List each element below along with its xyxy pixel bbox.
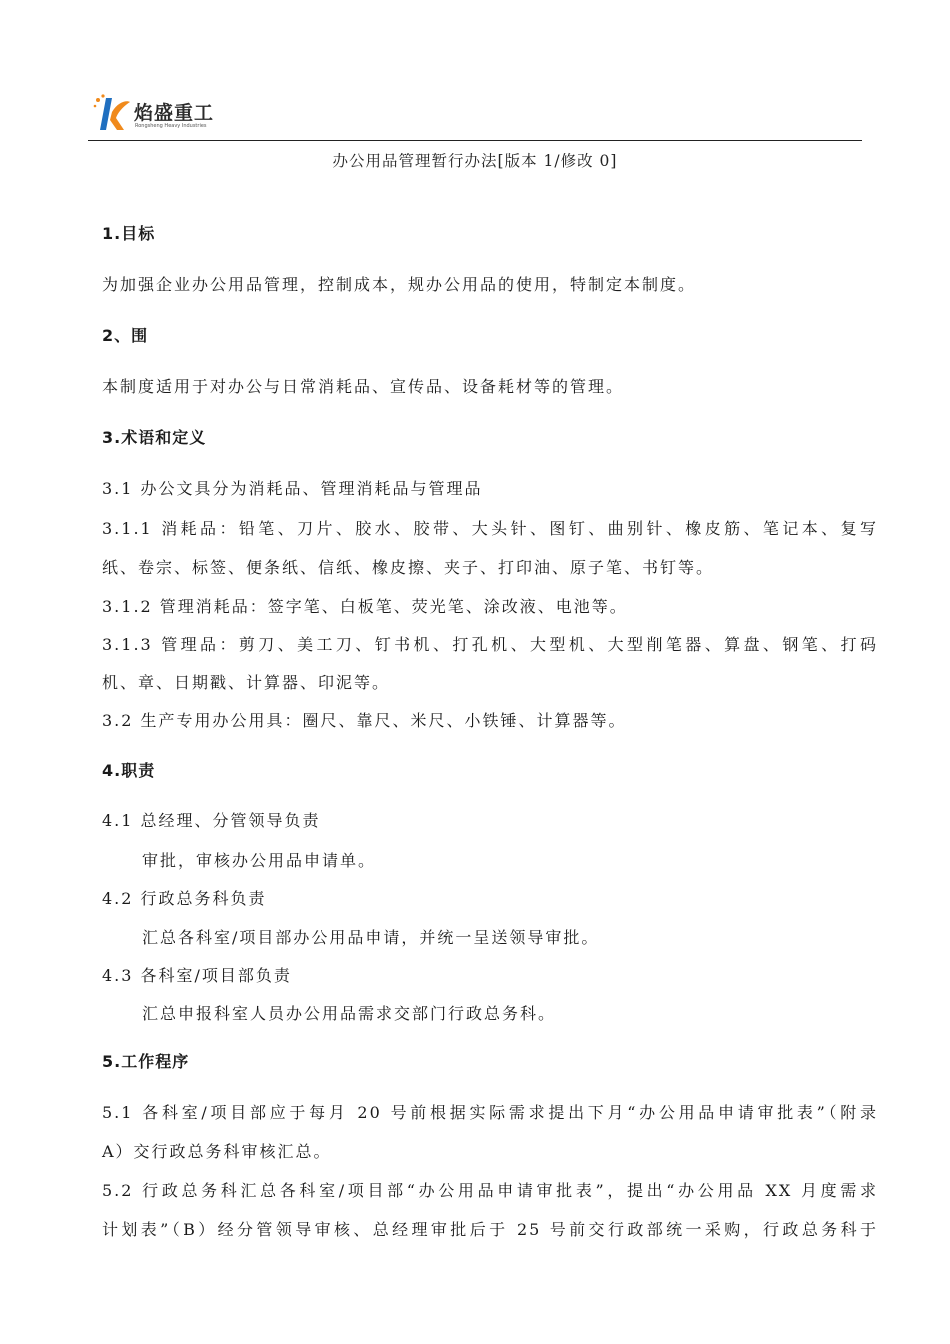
section-3-1-1-line-2: 纸、卷宗、标签、便条纸、信纸、橡皮擦、夹子、打印油、原子笔、书钉等。 <box>102 558 715 577</box>
section-3-2: 3.2 生产专用办公用具：圈尺、靠尺、米尺、小铁锤、计算器等。 <box>102 711 627 730</box>
section-5-1-line-2: A）交行政总务科审核汇总。 <box>102 1142 332 1161</box>
section-5-2-line-1: 5.2 行政总务科汇总各科室/项目部“办公用品申请审批表”，提出“办公用品 XX 月度需求 <box>102 1181 878 1200</box>
section-1-body: 为加强企业办公用品管理，控制成本，规办公用品的使用，特制定本制度。 <box>102 275 697 294</box>
section-4-1-body: 审批，审核办公用品申请单。 <box>142 851 377 870</box>
header-divider <box>88 140 862 141</box>
section-4-1: 4.1 总经理、分管领导负责 <box>102 811 321 830</box>
section-4-3-body: 汇总申报科室人员办公用品需求交部门行政总务科。 <box>142 1004 557 1023</box>
company-name-en: Rongsheng Heavy Industries <box>135 123 207 129</box>
section-3-1-3-line-2: 机、章、日期戳、计算器、印泥等。 <box>102 673 391 692</box>
company-logo <box>92 92 232 136</box>
section-4-3: 4.3 各科室/项目部负责 <box>102 966 292 985</box>
section-3-heading: 3.术语和定义 <box>102 428 207 447</box>
company-logo-icon <box>92 92 132 134</box>
section-3-1-2: 3.1.2 管理消耗品：签字笔、白板笔、荧光笔、涂改液、电池等。 <box>102 597 628 616</box>
section-4-2: 4.2 行政总务科负责 <box>102 889 267 908</box>
section-5-heading: 5.工作程序 <box>102 1052 190 1071</box>
section-5-2-line-2: 计划表”（B）经分管领导审核、总经理审批后于 25 号前交行政部统一采购，行政总务科于 <box>102 1220 878 1239</box>
section-3-1: 3.1 办公文具分为消耗品、管理消耗品与管理品 <box>102 479 483 498</box>
section-2-heading: 2、围 <box>102 326 149 345</box>
section-3-1-3-line-1: 3.1.3 管理品：剪刀、美工刀、钉书机、打孔机、大型机、大型削笔器、算盘、钢笔、打码 <box>102 635 878 654</box>
document-title: 办公用品管理暂行办法[版本 1/修改 0] <box>332 152 618 170</box>
section-1-heading: 1.目标 <box>102 224 156 243</box>
section-4-heading: 4.职责 <box>102 761 156 780</box>
company-name: 焰盛重工 <box>134 102 215 124</box>
section-2-body: 本制度适用于对办公与日常消耗品、宣传品、设备耗材等的管理。 <box>102 377 625 396</box>
section-4-2-body: 汇总各科室/项目部办公用品申请，并统一呈送领导审批。 <box>142 928 600 947</box>
section-3-1-1-line-1: 3.1.1 消耗品：铅笔、刀片、胶水、胶带、大头针、图钉、曲别针、橡皮筋、笔记本、复写 <box>102 519 878 538</box>
section-5-1-line-1: 5.1 各科室/项目部应于每月 20 号前根据实际需求提出下月“办公用品申请审批表”（附录 <box>102 1103 878 1122</box>
